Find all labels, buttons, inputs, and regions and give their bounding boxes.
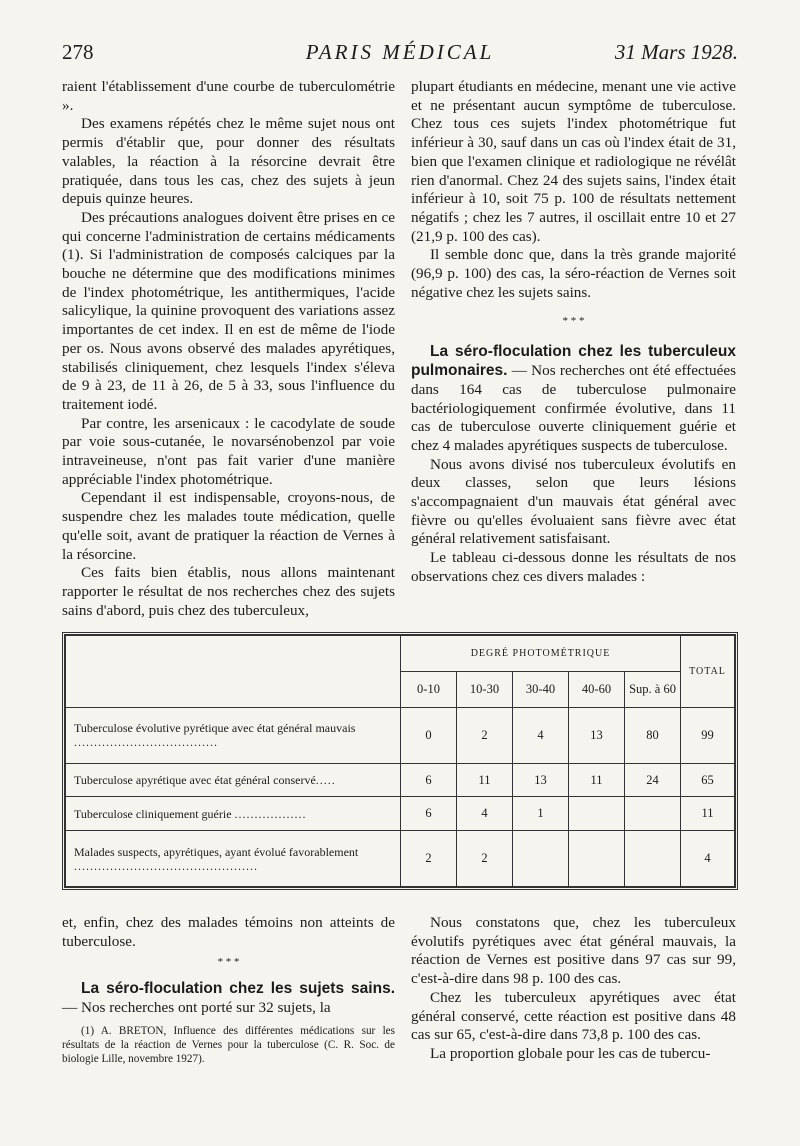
table-row	[66, 763, 735, 797]
row-label: Tuberculose cliniquement guérie ..................	[66, 797, 401, 831]
left-column-top	[62, 78, 395, 620]
paragraph: Ces faits bien établis, nous allons maintenant rapporter le résultat de nos recherches chez des sujets sains d'abord, puis chez des tuberculeux,	[62, 564, 395, 619]
row-label: Tuberculose évolutive pyrétique avec état général mauvais ....................................	[66, 708, 401, 764]
table-cell: 2	[401, 831, 457, 887]
paragraph: Cependant il est indispensable, croyons-nous, de suspendre chez les malades toute médication, quelle qu'elle soit, avant de pratiquer la réaction de Vernes à la résorcine.	[62, 489, 395, 563]
right-column-bottom	[411, 914, 736, 1064]
table-cell	[625, 797, 681, 831]
journal-title: PARIS MÉDICAL	[305, 40, 495, 64]
table-cell: 1	[513, 797, 569, 831]
table-cell	[569, 831, 625, 887]
paragraph: raient l'établissement d'une courbe de tuberculométrie ».	[62, 78, 395, 114]
column-header: 40-60	[569, 672, 625, 708]
column-header: 0-10	[401, 672, 457, 708]
paragraph: La proportion globale pour les cas de tubercu-	[430, 1044, 711, 1062]
paragraph: Nous avons divisé nos tuberculeux évolutifs en deux classes, selon que leurs lésions s'accompagnaient d'un mauvais état général avec fièvre ou qu'elles évoluaient sans fièvre avec état général relativement satisfaisant.	[411, 455, 736, 548]
row-label: Tuberculose apyrétique avec état général conservé.....	[66, 763, 401, 797]
row-total: 11	[681, 797, 735, 831]
section-heading: La séro-floculation chez les tuberculeux pulmonaires.	[411, 343, 736, 380]
table-cell: 2	[457, 708, 513, 764]
column-header: 30-40	[513, 672, 569, 708]
table-row	[66, 797, 735, 831]
paragraph: Le tableau ci-dessous donne les résultats de nos observations chez ces divers malades :	[411, 549, 736, 585]
paragraph: et, enfin, chez des malades témoins non atteints de tuberculose.	[62, 914, 395, 950]
paragraph: Des examens répétés chez le même sujet nous ont permis d'établir que, pour donner des résultats valables, la réaction à la résorcine devrait être pratiquée, dans tous les cas, chez des sujets à jeun depuis quinze heures.	[62, 115, 395, 208]
page-header	[62, 40, 738, 70]
table-cell: 6	[401, 797, 457, 831]
section-separator: * * *	[217, 956, 240, 969]
row-label: Malades suspects, apyrétiques, ayant évolué favorablement ..............................................	[66, 831, 401, 887]
table-cell: 4	[513, 708, 569, 764]
table-cell: 11	[457, 763, 513, 797]
table-cell: 6	[401, 763, 457, 797]
row-total: 4	[681, 831, 735, 887]
table-cell: 4	[457, 797, 513, 831]
paragraph: plupart étudiants en médecine, menant une vie active et ne présentant aucun symptôme de tuberculose. Chez tous ces sujets l'index photométrique fut inférieur à 30, sauf dans un cas où l'index était de 31, bien que l'examen clinique et radiologique ne révélât rien d'anormal. Chez 24 des sujets sains, l'index était inférieur à 10, soit 75 p. 100 de résultats nettement négatifs ; chez les 7 autres, il oscillait entre 10 et 27 (21,9 p. 100 des cas).	[411, 78, 736, 245]
paragraph: Des précautions analogues doivent être prises en ce qui concerne l'administration de certains médicaments (1). Si l'administration de composés calciques par la bouche ne détermine que des modifications minimes de l'index photométrique, les antithermiques, l'acide salicylique, la quinine provoquent des variations assez importantes de cet index. Il en est de même de l'iode per os. Nous avons observé des malades apyrétiques, stabilisés cliniquement, chez lesquels l'index s'éleva de 9 à 23, de 11 à 26, de 5 à 33, sous l'influence du traitement iodé.	[62, 208, 395, 413]
table-cell: 80	[625, 708, 681, 764]
column-header: Sup. à 60	[625, 672, 681, 708]
table-cell	[513, 831, 569, 887]
row-total: 65	[681, 763, 735, 797]
table-cell	[569, 797, 625, 831]
table-cell	[625, 831, 681, 887]
table-cell: 13	[569, 708, 625, 764]
total-header: TOTAL	[681, 636, 735, 708]
section-separator: * * *	[562, 315, 585, 328]
photometric-degree-header: DEGRÉ PHOTOMÉTRIQUE	[401, 636, 681, 672]
issue-date: 31 Mars 1928.	[614, 40, 738, 64]
paragraph: Par contre, les arsenicaux : le cacodylate de soude par voie sous-cutanée, le novarsénobenzol par voie intraveineuse, n'ont pas fait varier d'une manière appréciable l'index photométrique.	[62, 414, 395, 488]
left-column-bottom	[62, 914, 395, 1066]
footnote: (1) A. BRETON, Influence des différentes médications sur les résultats de la réaction de Vernes pour la tuberculose (C. R. Soc. de biologie Lille, novembre 1927).	[62, 1024, 395, 1065]
paragraph: Chez les tuberculeux apyrétiques avec état général conservé, cette réaction est positive dans 48 cas sur 65, c'est-à-dire dans 73,8 p. 100 des cas.	[411, 988, 736, 1044]
section-heading: La séro-floculation chez les sujets sains.	[81, 980, 395, 998]
table-row	[66, 831, 735, 887]
paragraph: Il semble donc que, dans la très grande majorité (96,9 p. 100) des cas, la séro-réaction de Vernes soit négative chez les sujets sains.	[411, 246, 736, 301]
right-column-top	[411, 78, 736, 587]
table-corner	[66, 636, 401, 708]
table-cell: 0	[401, 708, 457, 764]
table-cell: 13	[513, 763, 569, 797]
table-row	[66, 708, 735, 764]
table-cell: 24	[625, 763, 681, 797]
results-table	[62, 632, 738, 890]
table-cell: 2	[457, 831, 513, 887]
paragraph-text: — Nos recherches ont porté sur 32 sujets, la	[62, 999, 331, 1017]
column-header: 10-30	[457, 672, 513, 708]
paragraph: Nous constatons que, chez les tuberculeux évolutifs pyrétiques avec état général mauvais, la réaction de Vernes est positive dans 97 cas sur 99, c'est-à-dire dans 98 p. 100 des cas.	[411, 914, 736, 988]
table-cell: 11	[569, 763, 625, 797]
row-total: 99	[681, 708, 735, 764]
paragraph-text: — Nos recherches ont été effectuées dans 164 cas de tuberculose pulmonaire bactériologiquement confirmée évolutive, dans 11 cas de tuberculose ouverte cliniquement guérie et chez 4 malades apyrétiques suspects de tuberculose.	[411, 362, 736, 454]
page-number: 278	[62, 40, 94, 64]
